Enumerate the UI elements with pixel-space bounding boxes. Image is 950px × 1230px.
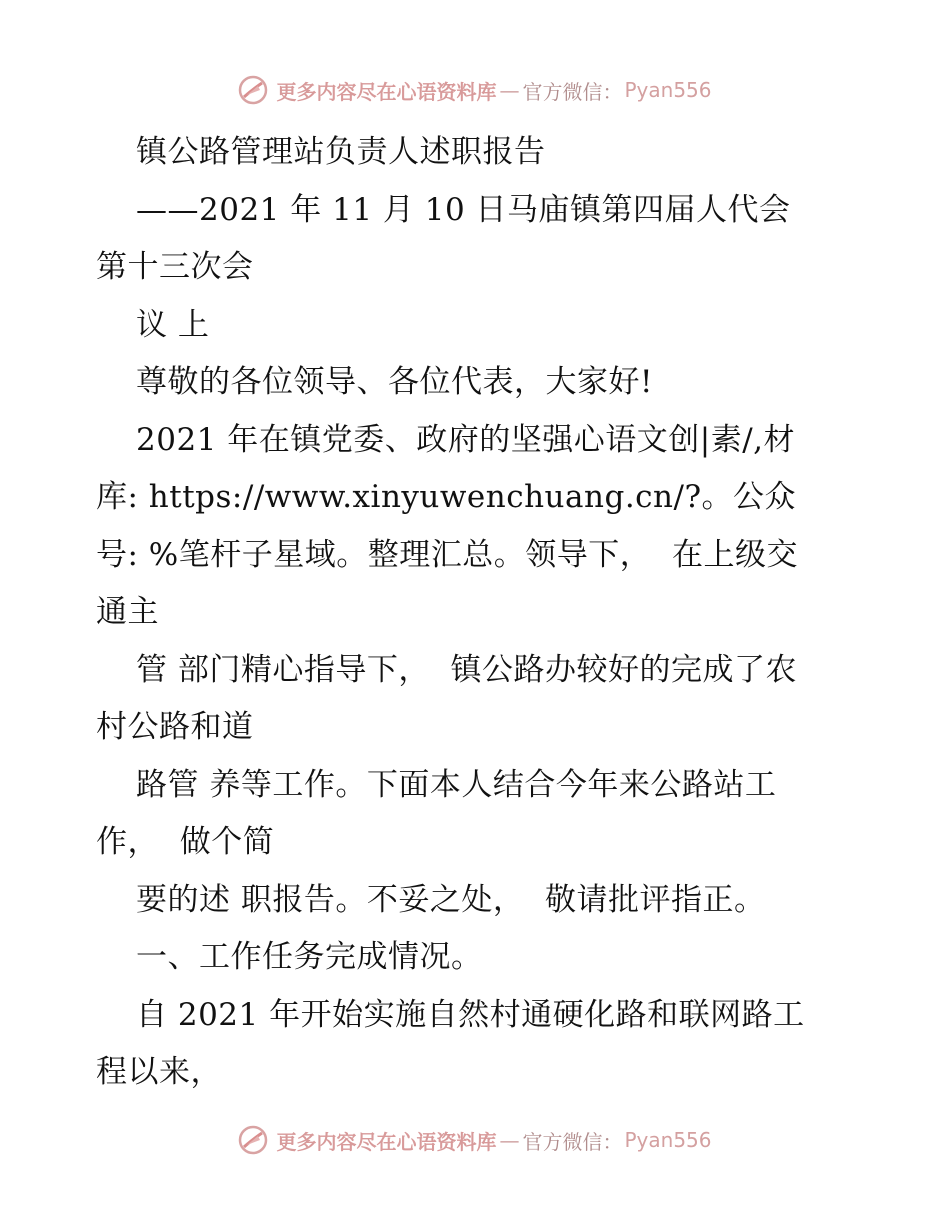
document-line: 尊敬的各位领导、各位代表，大家好! bbox=[136, 364, 653, 400]
document-line: 自 2021 年开始实施自然村通硬化路和联网路工 bbox=[136, 996, 805, 1033]
banner-wechat-label: 官方微信： bbox=[522, 1129, 623, 1154]
document-body bbox=[96, 124, 856, 1102]
document-line: 村公路和道 bbox=[96, 709, 254, 745]
header-watermark-banner bbox=[0, 70, 950, 110]
banner-separator: — bbox=[499, 78, 520, 102]
document-line: 作， 做个简 bbox=[96, 824, 275, 860]
banner-wechat-id: Pyan556 bbox=[624, 1128, 712, 1152]
document-line: 要的述 职报告。不妥之处， 敬请批评指正。 bbox=[136, 881, 766, 918]
footer-watermark-banner bbox=[0, 1120, 950, 1160]
document-line: 通主 bbox=[96, 594, 159, 630]
banner-wechat-label: 官方微信： bbox=[522, 79, 623, 104]
banner-wechat-id: Pyan556 bbox=[624, 78, 712, 102]
document-line: 号: %笔杆子星域。整理汇总。领导下， 在上级交 bbox=[96, 536, 798, 573]
banner-separator: — bbox=[499, 1128, 520, 1152]
document-line: 议 上 bbox=[136, 306, 210, 343]
document-line: 程以来， bbox=[96, 1054, 222, 1090]
banner-main-text: 更多内容尽在心语资料库 bbox=[276, 79, 497, 104]
document-line: 镇公路管理站负责人述职报告 bbox=[136, 134, 546, 170]
document-line: 路管 养等工作。下面本人结合今年来公路站工 bbox=[136, 766, 777, 803]
banner-text bbox=[276, 76, 711, 105]
document-line: ——2021 年 11 月 10 日马庙镇第四届人代会 bbox=[136, 191, 791, 228]
banner-main-text: 更多内容尽在心语资料库 bbox=[276, 1129, 497, 1154]
document-line: 管 部门精心指导下， 镇公路办较好的完成了农 bbox=[136, 651, 798, 688]
book-quill-logo-icon bbox=[238, 1125, 268, 1155]
document-line: 第十三次会 bbox=[96, 249, 254, 285]
book-quill-logo-icon bbox=[238, 75, 268, 105]
banner-text bbox=[276, 1126, 711, 1155]
document-line: 一、工作任务完成情况。 bbox=[136, 939, 483, 975]
document-line: 库: https://www.xinyuwenchuang.cn/?。公众 bbox=[96, 479, 797, 515]
document-line: 2021 年在镇党委、政府的坚强心语文创|素/,材 bbox=[136, 421, 795, 458]
